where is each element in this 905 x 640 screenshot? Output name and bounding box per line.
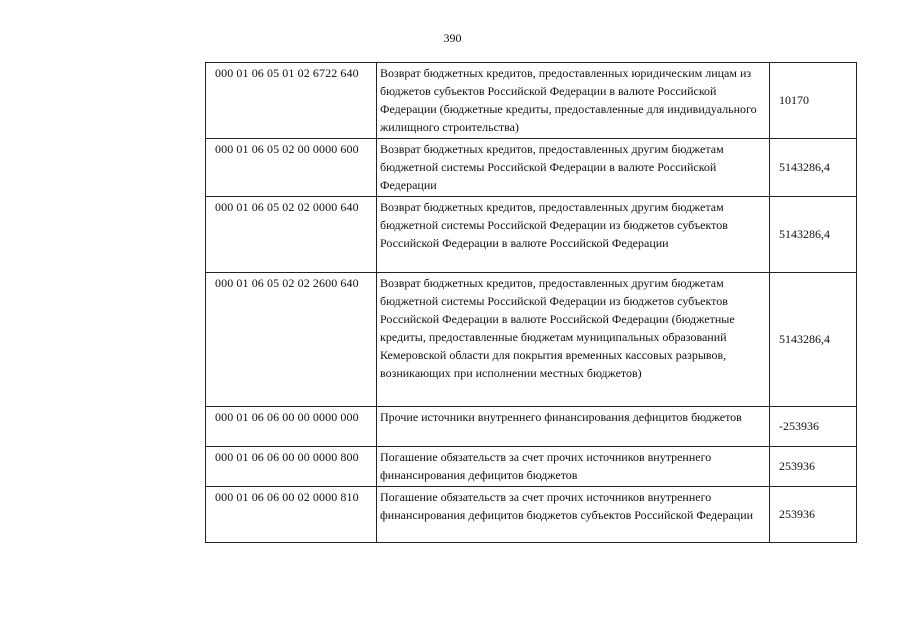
page-number: 390: [443, 31, 462, 45]
description-cell: Возврат бюджетных кредитов, предоставленных юридическим лицам из бюджетов субъектов Российской Федерации в валюте Российской Федерации (бюджетные кредиты, предоставленные для индивидуального жилищного строительства): [377, 63, 770, 139]
table-row: [206, 407, 857, 447]
table-row: [206, 447, 857, 487]
description-cell: Погашение обязательств за счет прочих источников внутреннего финансирования дефицитов бюджетов субъектов Российской Федерации: [377, 487, 770, 543]
amount-cell: 253936: [770, 487, 857, 543]
amount-cell: 5143286,4: [770, 197, 857, 273]
description-cell: Возврат бюджетных кредитов, предоставленных другим бюджетам бюджетной системы Российской Федерации из бюджетов субъектов Российской Федерации в валюте Российской Федерации (бюджетные кредиты, предоставленные бюджетам муниципальных образований Кемеровской области для покрытия временных кассовых разрывов, возникающих при исполнении местных бюджетов): [377, 273, 770, 407]
description-cell: Возврат бюджетных кредитов, предоставленных другим бюджетам бюджетной системы Российской Федерации в валюте Российской Федерации: [377, 139, 770, 197]
amount-cell: 253936: [770, 447, 857, 487]
table-row: [206, 139, 857, 197]
budget-code-cell: 000 01 06 06 00 00 0000 000: [206, 407, 377, 447]
description-cell: Погашение обязательств за счет прочих источников внутреннего финансирования дефицитов бюджетов: [377, 447, 770, 487]
amount-cell: 10170: [770, 63, 857, 139]
budget-table: [205, 62, 857, 543]
table-row: [206, 273, 857, 407]
budget-code-cell: 000 01 06 05 01 02 6722 640: [206, 63, 377, 139]
table-row: [206, 197, 857, 273]
budget-code-cell: 000 01 06 05 02 02 0000 640: [206, 197, 377, 273]
budget-code-cell: 000 01 06 05 02 00 0000 600: [206, 139, 377, 197]
amount-cell: 5143286,4: [770, 273, 857, 407]
table-row: [206, 487, 857, 543]
description-cell: Прочие источники внутреннего финансирования дефицитов бюджетов: [377, 407, 770, 447]
budget-code-cell: 000 01 06 05 02 02 2600 640: [206, 273, 377, 407]
table-row: [206, 63, 857, 139]
description-cell: Возврат бюджетных кредитов, предоставленных другим бюджетам бюджетной системы Российской Федерации из бюджетов субъектов Российской Федерации в валюте Российской Федерации: [377, 197, 770, 273]
amount-cell: 5143286,4: [770, 139, 857, 197]
budget-code-cell: 000 01 06 06 00 02 0000 810: [206, 487, 377, 543]
budget-code-cell: 000 01 06 06 00 00 0000 800: [206, 447, 377, 487]
amount-cell: -253936: [770, 407, 857, 447]
